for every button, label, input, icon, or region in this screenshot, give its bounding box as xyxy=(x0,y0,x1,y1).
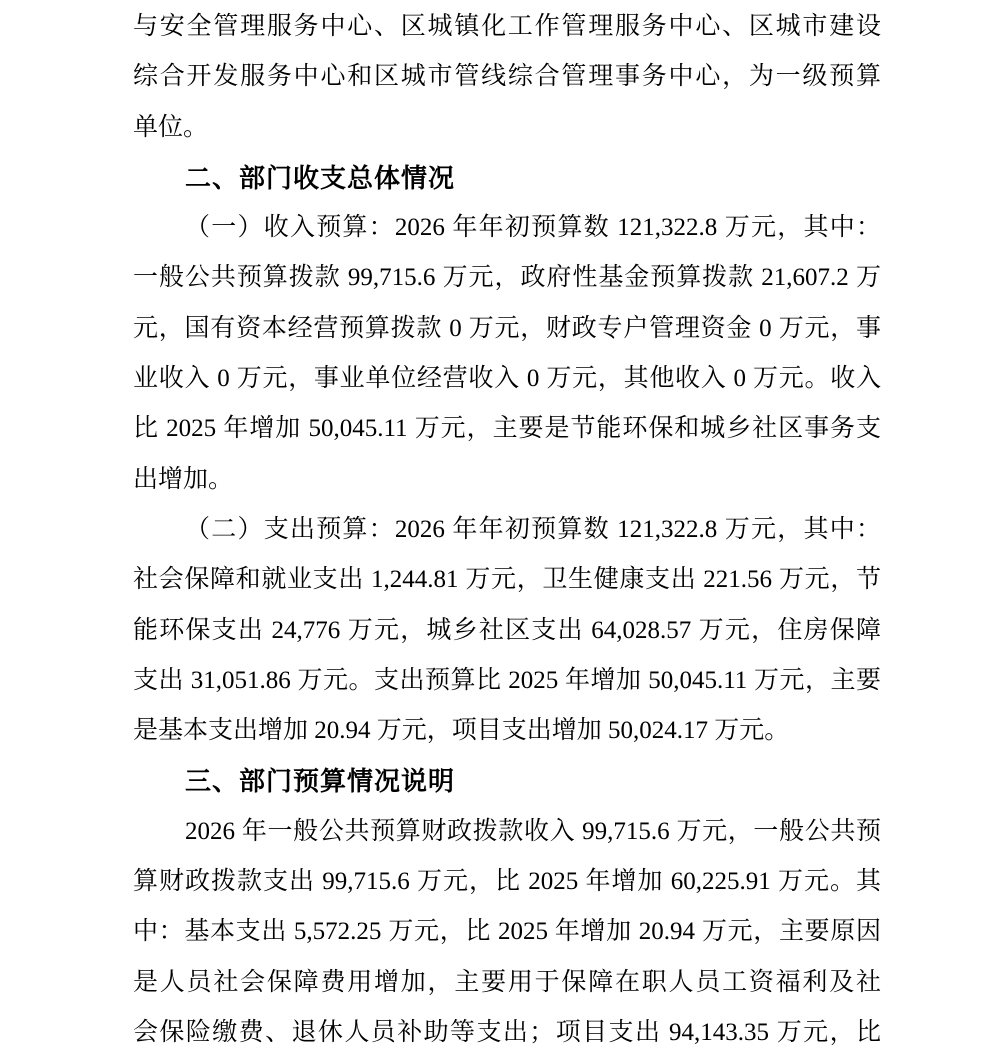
text-line: 算财政拨款支出 99,715.6 万元，比 2025 年增加 60,225.91 万元。其 xyxy=(133,868,881,896)
text-line: 2026 年一般公共预算财政拨款收入 99,715.6 万元，一般公共预 xyxy=(185,817,881,845)
text-line: 比 2025 年增加 50,045.11 万元，主要是节能环保和城乡社区事务支 xyxy=(133,415,881,443)
text-line-income-budget: （一）收入预算：2026 年年初预算数 121,322.8 万元，其中： xyxy=(185,214,881,242)
text-line: 能环保支出 24,776 万元，城乡社区支出 64,028.57 万元，住房保障 xyxy=(133,616,881,644)
section-heading-income-expense-overview: 二、部门收支总体情况 xyxy=(185,162,456,193)
text-line: 支出 31,051.86 万元。支出预算比 2025 年增加 50,045.11 万元，主要 xyxy=(133,666,881,694)
text-line-expense-budget: （二）支出预算：2026 年年初预算数 121,322.8 万元，其中： xyxy=(185,515,881,543)
text-line: 一般公共预算拨款 99,715.6 万元，政府性基金预算拨款 21,607.2 万 xyxy=(133,264,881,292)
section-heading-budget-explanation: 三、部门预算情况说明 xyxy=(185,766,456,797)
text-line: 业收入 0 万元，事业单位经营收入 0 万元，其他收入 0 万元。收入 xyxy=(133,365,881,393)
text-line: 元，国有资本经营预算拨款 0 万元，财政专户管理资金 0 万元，事 xyxy=(133,314,881,342)
text-line: 综合开发服务中心和区城市管线综合管理事务中心，为一级预算 xyxy=(133,63,881,91)
text-line: 社会保障和就业支出 1,244.81 万元，卫生健康支出 221.56 万元，节 xyxy=(133,566,881,594)
text-line: 中：基本支出 5,572.25 万元，比 2025 年增加 20.94 万元，主要原因 xyxy=(133,918,881,946)
text-line: 会保险缴费、退休人员补助等支出；项目支出 94,143.35 万元，比 xyxy=(133,1018,881,1046)
text-line: 是人员社会保障费用增加，主要用于保障在职人员工资福利及社 xyxy=(133,968,881,996)
text-line: 单位。 xyxy=(133,113,209,141)
text-line: 是基本支出增加 20.94 万元，项目支出增加 50,024.17 万元。 xyxy=(133,717,790,745)
text-line: 出增加。 xyxy=(133,465,234,493)
document-body xyxy=(133,2,881,1058)
text-line: 与安全管理服务中心、区城镇化工作管理服务中心、区城市建设 xyxy=(133,13,881,40)
